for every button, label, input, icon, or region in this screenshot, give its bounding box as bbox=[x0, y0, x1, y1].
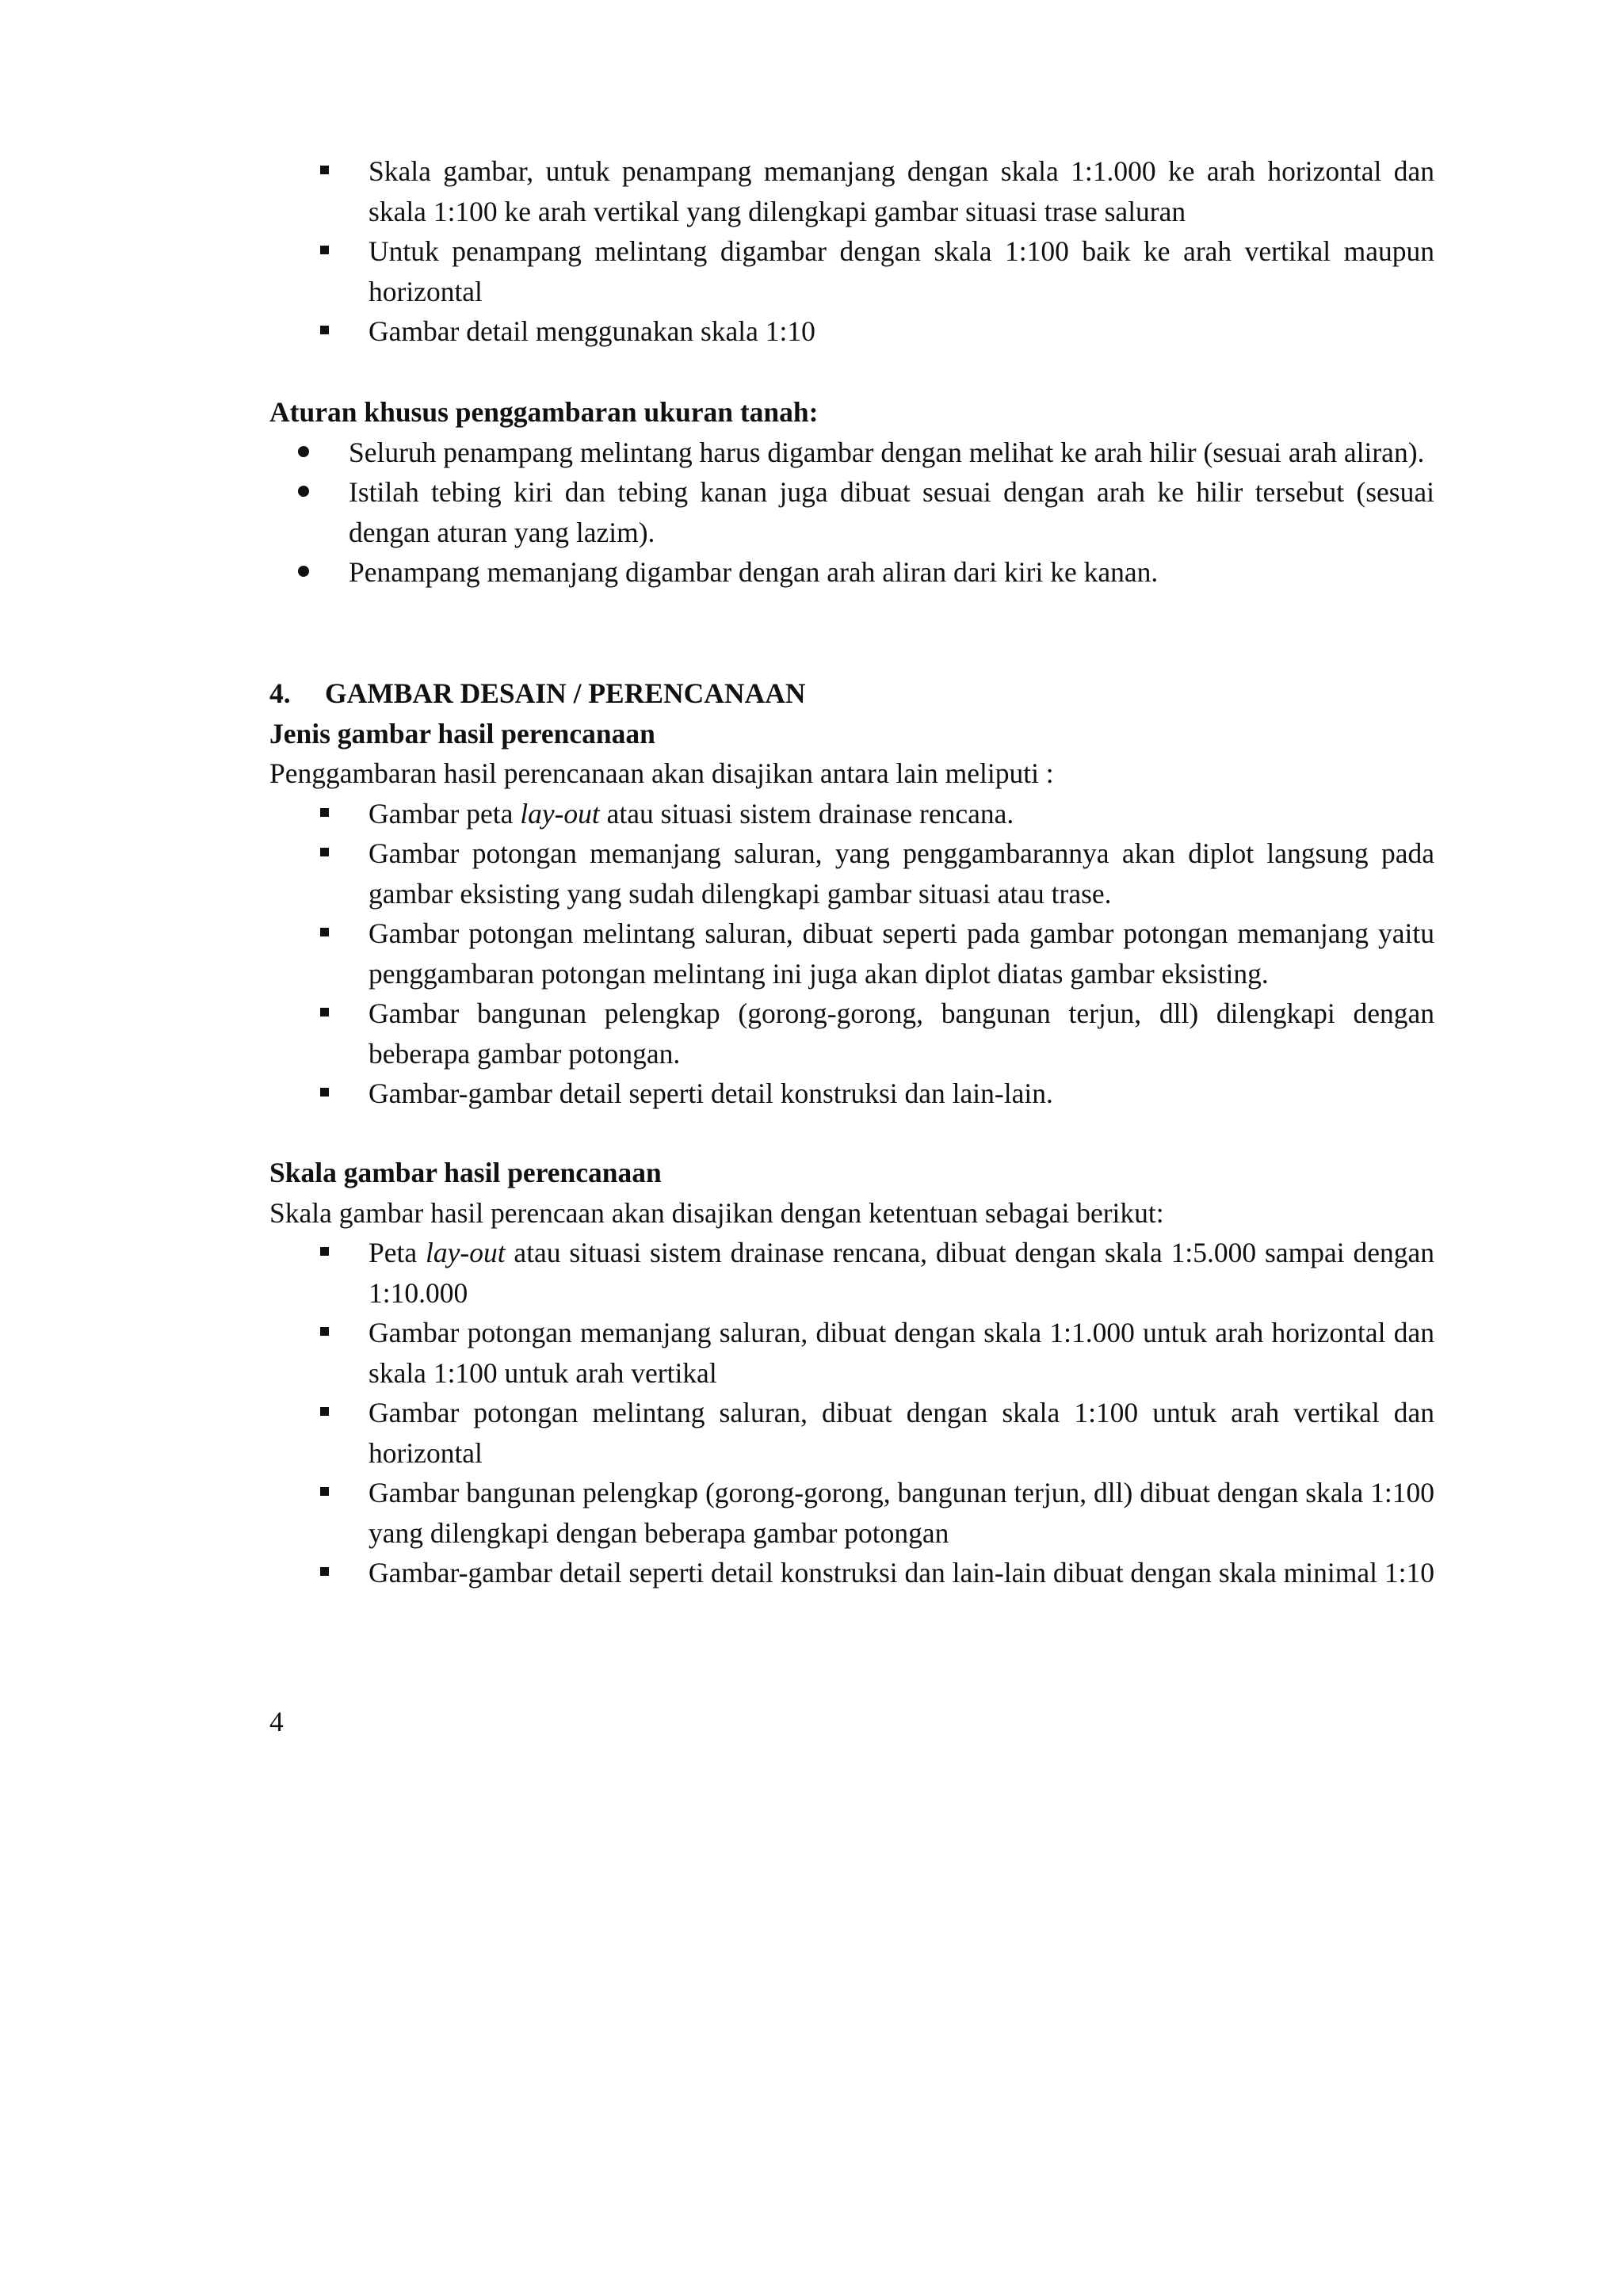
square-bullet-icon bbox=[320, 246, 329, 254]
square-bullet-icon bbox=[320, 1407, 329, 1416]
section-title-text: GAMBAR DESAIN / PERENCANAAN bbox=[325, 677, 806, 709]
list-item-text: Gambar potongan memanjang saluran, yang penggambarannya akan diplot langsung pada gambar eksisting yang sudah dilengkapi gambar situasi atau trase. bbox=[369, 837, 1434, 910]
round-bullet-icon bbox=[298, 446, 309, 457]
intro-list bbox=[269, 151, 1434, 352]
jenis-heading: Jenis gambar hasil perencanaan bbox=[269, 717, 655, 749]
list-item-text: Seluruh penampang melintang harus digambar dengan melihat ke arah hilir (sesuai arah aliran). bbox=[349, 436, 1425, 468]
italic-term: lay-out bbox=[426, 1237, 506, 1268]
list-item-text bbox=[369, 798, 1014, 830]
square-bullet-icon bbox=[320, 1008, 329, 1016]
list-item bbox=[269, 794, 1434, 834]
list-item-text: Skala gambar, untuk penampang memanjang dengan skala 1:1.000 ke arah horizontal dan skala 1:100 ke arah vertikal yang dilengkapi gambar situasi trase saluran bbox=[369, 155, 1434, 227]
square-bullet-icon bbox=[320, 1327, 329, 1336]
list-item bbox=[269, 231, 1434, 311]
skala-list bbox=[269, 1233, 1434, 1593]
list-item-text: Gambar-gambar detail seperti detail konstruksi dan lain-lain dibuat dengan skala minimal 1:10 bbox=[369, 1557, 1434, 1589]
square-bullet-icon bbox=[320, 326, 329, 334]
section-number: 4. bbox=[269, 677, 291, 709]
jenis-list bbox=[269, 794, 1434, 1114]
aturan-block bbox=[269, 392, 1434, 593]
list-item bbox=[269, 311, 1434, 352]
list-item-text: Gambar detail menggunakan skala 1:10 bbox=[369, 315, 815, 347]
text-run: atau situasi sistem drainase rencana. bbox=[599, 797, 1014, 830]
intro-list-block bbox=[269, 151, 1434, 352]
text-run: Peta bbox=[369, 1237, 426, 1268]
text-run: Gambar peta bbox=[369, 797, 521, 830]
list-item bbox=[269, 1233, 1434, 1313]
round-bullet-icon bbox=[298, 566, 309, 577]
list-item-text: Gambar-gambar detail seperti detail konstruksi dan lain-lain. bbox=[369, 1077, 1053, 1109]
aturan-heading: Aturan khusus penggambaran ukuran tanah: bbox=[269, 396, 819, 428]
text-run: atau situasi sistem drainase rencana, dibuat dengan skala 1:5.000 sampai dengan 1:10.000 bbox=[369, 1237, 1434, 1309]
list-item bbox=[269, 994, 1434, 1074]
square-bullet-icon bbox=[320, 848, 329, 856]
square-bullet-icon bbox=[320, 808, 329, 817]
jenis-intro: Penggambaran hasil perencanaan akan disajikan antara lain meliputi : bbox=[269, 757, 1054, 789]
italic-term: lay-out bbox=[520, 797, 600, 830]
list-item bbox=[269, 1473, 1434, 1553]
square-bullet-icon bbox=[320, 1487, 329, 1496]
list-item-text: Untuk penampang melintang digambar dengan skala 1:100 baik ke arah vertikal maupun horizontal bbox=[369, 235, 1434, 307]
list-item-text: Gambar potongan melintang saluran, dibuat seperti pada gambar potongan memanjang yaitu penggambaran potongan melintang ini juga akan diplot diatas gambar eksisting. bbox=[369, 917, 1434, 990]
list-item bbox=[269, 151, 1434, 231]
list-item bbox=[269, 1553, 1434, 1593]
aturan-list bbox=[269, 433, 1434, 593]
list-item bbox=[269, 472, 1434, 552]
square-bullet-icon bbox=[320, 1247, 329, 1256]
list-item-text bbox=[369, 1237, 1434, 1309]
list-item bbox=[269, 833, 1434, 913]
list-item-text: Gambar potongan memanjang saluran, dibuat dengan skala 1:1.000 untuk arah horizontal dan skala 1:100 untuk arah vertikal bbox=[369, 1317, 1434, 1389]
page-number: 4 bbox=[269, 1706, 284, 1737]
square-bullet-icon bbox=[320, 928, 329, 936]
section-4-title bbox=[269, 673, 1434, 714]
skala-heading: Skala gambar hasil perencanaan bbox=[269, 1157, 662, 1188]
round-bullet-icon bbox=[298, 486, 309, 497]
section-4-block bbox=[269, 673, 1434, 1114]
square-bullet-icon bbox=[320, 1567, 329, 1576]
list-item-text: Gambar bangunan pelengkap (gorong-gorong, bangunan terjun, dll) dilengkapi dengan beberapa gambar potongan. bbox=[369, 997, 1434, 1070]
list-item bbox=[269, 552, 1434, 593]
list-item bbox=[269, 1393, 1434, 1473]
list-item-text: Penampang memanjang digambar dengan arah aliran dari kiri ke kanan. bbox=[349, 556, 1159, 588]
list-item bbox=[269, 1074, 1434, 1114]
list-item-text: Gambar bangunan pelengkap (gorong-gorong, bangunan terjun, dll) dibuat dengan skala 1:100 yang dilengkapi dengan beberapa gambar potongan bbox=[369, 1477, 1434, 1549]
list-item bbox=[269, 913, 1434, 994]
skala-intro: Skala gambar hasil perencaan akan disajikan dengan ketentuan sebagai berikut: bbox=[269, 1196, 1164, 1229]
square-bullet-icon bbox=[320, 1088, 329, 1097]
list-item bbox=[269, 1313, 1434, 1393]
square-bullet-icon bbox=[320, 166, 329, 174]
list-item bbox=[269, 433, 1434, 473]
skala-block bbox=[269, 1153, 1434, 1593]
list-item-text: Istilah tebing kiri dan tebing kanan juga dibuat sesuai dengan arah ke hilir tersebut (sesuai dengan aturan yang lazim). bbox=[349, 476, 1434, 548]
list-item-text: Gambar potongan melintang saluran, dibuat dengan skala 1:100 untuk arah vertikal dan horizontal bbox=[369, 1397, 1434, 1469]
